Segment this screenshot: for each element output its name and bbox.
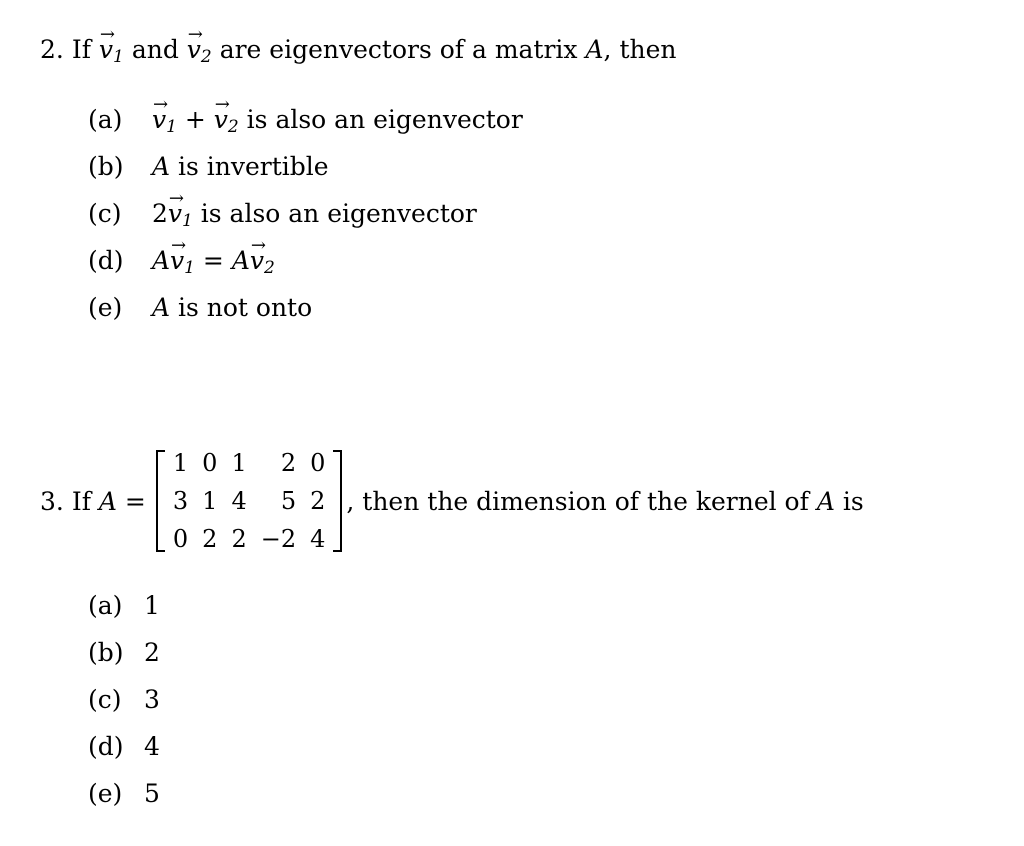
- option-e: [88, 284, 523, 331]
- matrix-entry: 0: [172, 525, 189, 553]
- option-label: (c): [88, 199, 122, 228]
- question-number: 2.: [40, 35, 64, 64]
- option-label: (a): [88, 591, 123, 620]
- option-value: 3: [144, 685, 160, 714]
- option-value: 2: [144, 638, 160, 667]
- stem-text: , then: [603, 35, 677, 64]
- vector-v2: → $v_2$: [214, 96, 239, 143]
- stem-prefix: [40, 487, 146, 516]
- option-label: (d): [88, 732, 124, 761]
- stem-text: is: [842, 486, 864, 516]
- question-2-options: [88, 96, 523, 331]
- option-label: (b): [88, 638, 124, 667]
- question-3-stem: [40, 444, 864, 558]
- matrix-row: [166, 444, 333, 482]
- option-label: (c): [88, 685, 122, 714]
- option-d: [88, 723, 160, 770]
- vector-v1: → $v_1$: [152, 96, 177, 143]
- matrix-row: [166, 482, 333, 520]
- matrix-entry: 1: [202, 487, 218, 515]
- option-label: (b): [88, 152, 124, 181]
- option-value: 4: [144, 732, 160, 761]
- option-text: is also an eigenvector: [246, 105, 523, 134]
- matrix-entry: 1: [172, 449, 189, 477]
- option-text: is invertible: [177, 152, 329, 181]
- equals-sign: =: [124, 486, 146, 516]
- matrix-symbol: A: [585, 35, 604, 64]
- matrix-entry: 2: [280, 449, 297, 477]
- matrix-entry: 4: [310, 525, 326, 553]
- vector-v2: → $v_2$: [187, 30, 212, 70]
- matrix-entry: 0: [202, 449, 218, 477]
- option-label: (e): [88, 779, 123, 808]
- question-3-options: [88, 582, 160, 817]
- vector-v1: → $v_1$: [170, 237, 195, 284]
- option-a: [88, 96, 523, 143]
- matrix-entry: 4: [231, 487, 247, 515]
- option-label: (d): [88, 246, 124, 275]
- option-text: is not onto: [177, 293, 313, 322]
- option-b: [88, 629, 160, 676]
- matrix-symbol: A: [816, 486, 835, 516]
- option-c: [88, 676, 160, 723]
- matrix-symbol: A: [151, 246, 171, 275]
- equals-sign: =: [202, 246, 224, 275]
- vector-v2: → $v_2$: [250, 237, 275, 284]
- vector-v1: → $v_1$: [99, 30, 124, 70]
- question-number: 3.: [40, 486, 64, 516]
- option-value: 5: [144, 779, 160, 808]
- stem-text: If: [71, 486, 91, 516]
- stem-text: are eigenvectors of a matrix: [219, 35, 578, 64]
- matrix-entry: 1: [231, 449, 247, 477]
- question-2-stem: [40, 30, 676, 70]
- option-label: (a): [88, 105, 123, 134]
- matrix-entry: 0: [310, 449, 326, 477]
- matrix-entry: 3: [172, 487, 189, 515]
- matrix-symbol: A: [98, 486, 117, 516]
- plus-sign: +: [184, 105, 206, 134]
- matrix-row: [166, 520, 333, 558]
- option-c: [88, 190, 523, 237]
- stem-text: If: [71, 35, 91, 64]
- option-value: 1: [144, 591, 160, 620]
- matrix-entry: 5: [280, 487, 297, 515]
- matrix-table: [166, 444, 333, 558]
- vector-v1: → $v_1$: [168, 190, 193, 237]
- option-text: is also an eigenvector: [200, 199, 477, 228]
- matrix-entry: 2: [202, 525, 218, 553]
- matrix-symbol: A: [231, 246, 250, 275]
- option-label: (e): [88, 293, 123, 322]
- matrix-symbol: A: [151, 152, 171, 181]
- option-b: [88, 143, 523, 190]
- option-a: [88, 582, 160, 629]
- matrix-symbol: A: [151, 293, 171, 322]
- stem-text: and: [131, 35, 179, 64]
- matrix-A: [156, 444, 343, 558]
- matrix-entry: −2: [260, 525, 297, 553]
- matrix-entry: 2: [310, 487, 326, 515]
- stem-text: , then the dimension of the kernel of: [346, 486, 809, 516]
- option-e: [88, 770, 160, 817]
- matrix-entry: 2: [231, 525, 247, 553]
- option-d: [88, 237, 523, 284]
- coefficient: 2: [151, 199, 168, 228]
